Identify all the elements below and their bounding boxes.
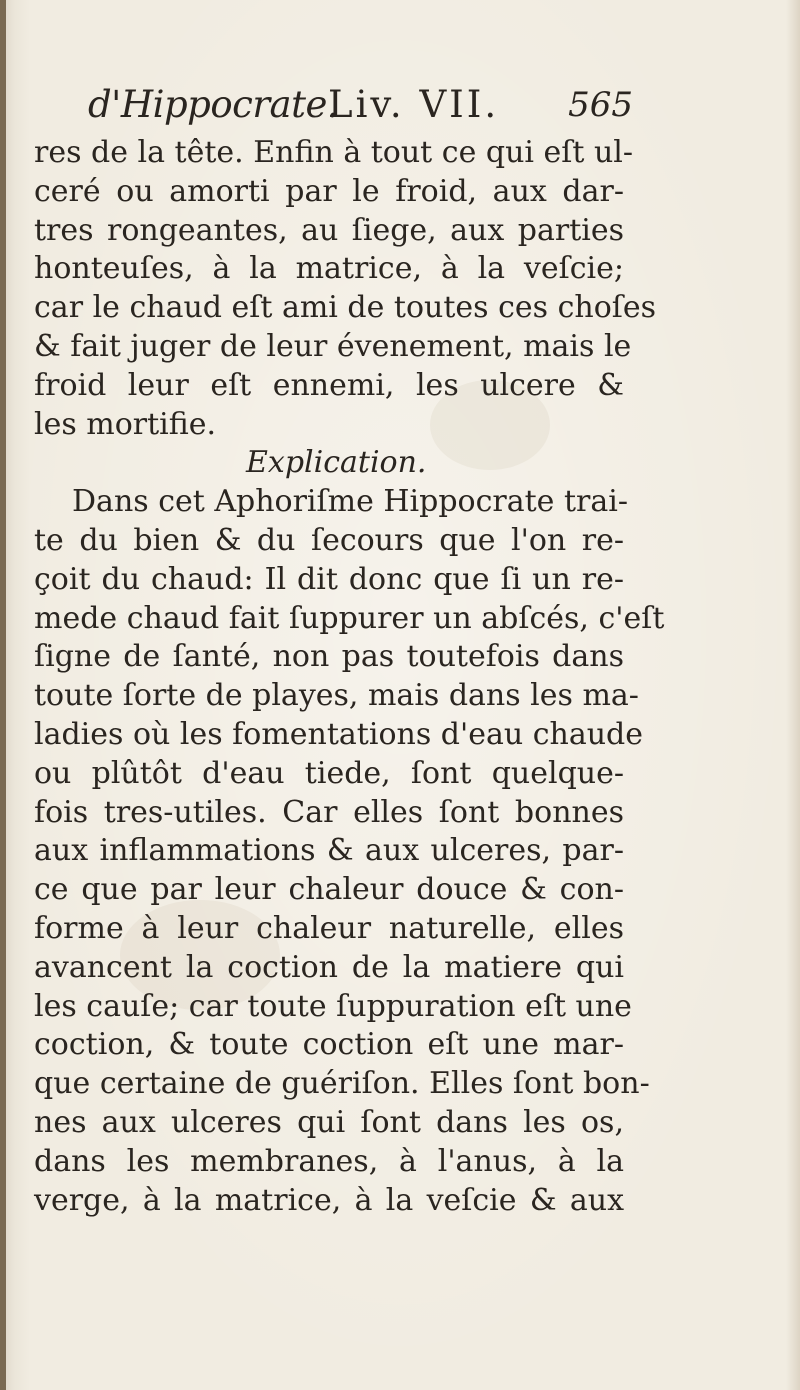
text-line: çoit du chaud: Il dit donc que ſi un re- bbox=[34, 561, 624, 597]
page-number: 565 bbox=[568, 85, 633, 125]
text-line: te du bien & du ſecours que l'on re- bbox=[34, 522, 624, 558]
text-line: ladies où les fomentations d'eau chaude bbox=[34, 716, 643, 752]
text-line: ou plûtôt d'eau tiede, ſont quelque- bbox=[34, 755, 624, 791]
text-line: forme à leur chaleur naturelle, elles bbox=[34, 910, 624, 946]
running-head-title: d'Hippocrate. bbox=[88, 83, 339, 126]
text-line: & fait juger de leur évenement, mais le bbox=[34, 328, 632, 364]
text-line: verge, à la matrice, à la veſcie & aux bbox=[34, 1182, 624, 1218]
text-line: toute ſorte de playes, mais dans les ma- bbox=[34, 678, 639, 714]
body-text bbox=[34, 134, 665, 1220]
text-line: froid leur eſt ennemi, les ulcere & bbox=[34, 367, 624, 403]
text-line: aux inflammations & aux ulceres, par- bbox=[34, 833, 624, 869]
text-line: mede chaud fait ſuppurer un abſcés, c'eſt bbox=[34, 600, 665, 636]
text-line: ceré ou amorti par le froid, aux dar- bbox=[34, 173, 624, 209]
text-line: fois tres-utiles. Car elles ſont bonnes bbox=[34, 794, 624, 830]
text-line: les mortifie. bbox=[34, 406, 217, 442]
page-binding-edge bbox=[0, 0, 6, 1390]
text-line: que certaine de guériſon. Elles ſont bon- bbox=[34, 1066, 650, 1102]
text-line: avancent la coction de la matiere qui bbox=[34, 949, 624, 985]
text-line: honteuſes, à la matrice, à la veſcie; bbox=[34, 251, 624, 287]
text-line: car le chaud eſt ami de toutes ces choſes bbox=[34, 290, 657, 326]
page-fore-edge bbox=[786, 0, 800, 1390]
running-head bbox=[88, 76, 633, 134]
text-line: Dans cet Aphoriſme Hippocrate trai- bbox=[72, 484, 628, 520]
text-line: les cauſe; car toute ſuppuration eſt une bbox=[34, 988, 632, 1024]
running-head-book: Liv. VII. bbox=[328, 83, 500, 126]
text-line: dans les membranes, à l'anus, à la bbox=[34, 1143, 624, 1179]
text-line: nes aux ulceres qui ſont dans les os, bbox=[34, 1104, 624, 1140]
section-heading: Explication. bbox=[246, 445, 427, 481]
text-line: ce que par leur chaleur douce & con- bbox=[34, 872, 624, 908]
text-line: tres rongeantes, au ſiege, aux parties bbox=[34, 212, 624, 248]
text-line: coction, & toute coction eſt une mar- bbox=[34, 1027, 624, 1063]
text-line: ſigne de ſanté, non pas toutefois dans bbox=[34, 639, 624, 675]
text-line: res de la tête. Enfin à tout ce qui eſt ul- bbox=[34, 135, 634, 170]
